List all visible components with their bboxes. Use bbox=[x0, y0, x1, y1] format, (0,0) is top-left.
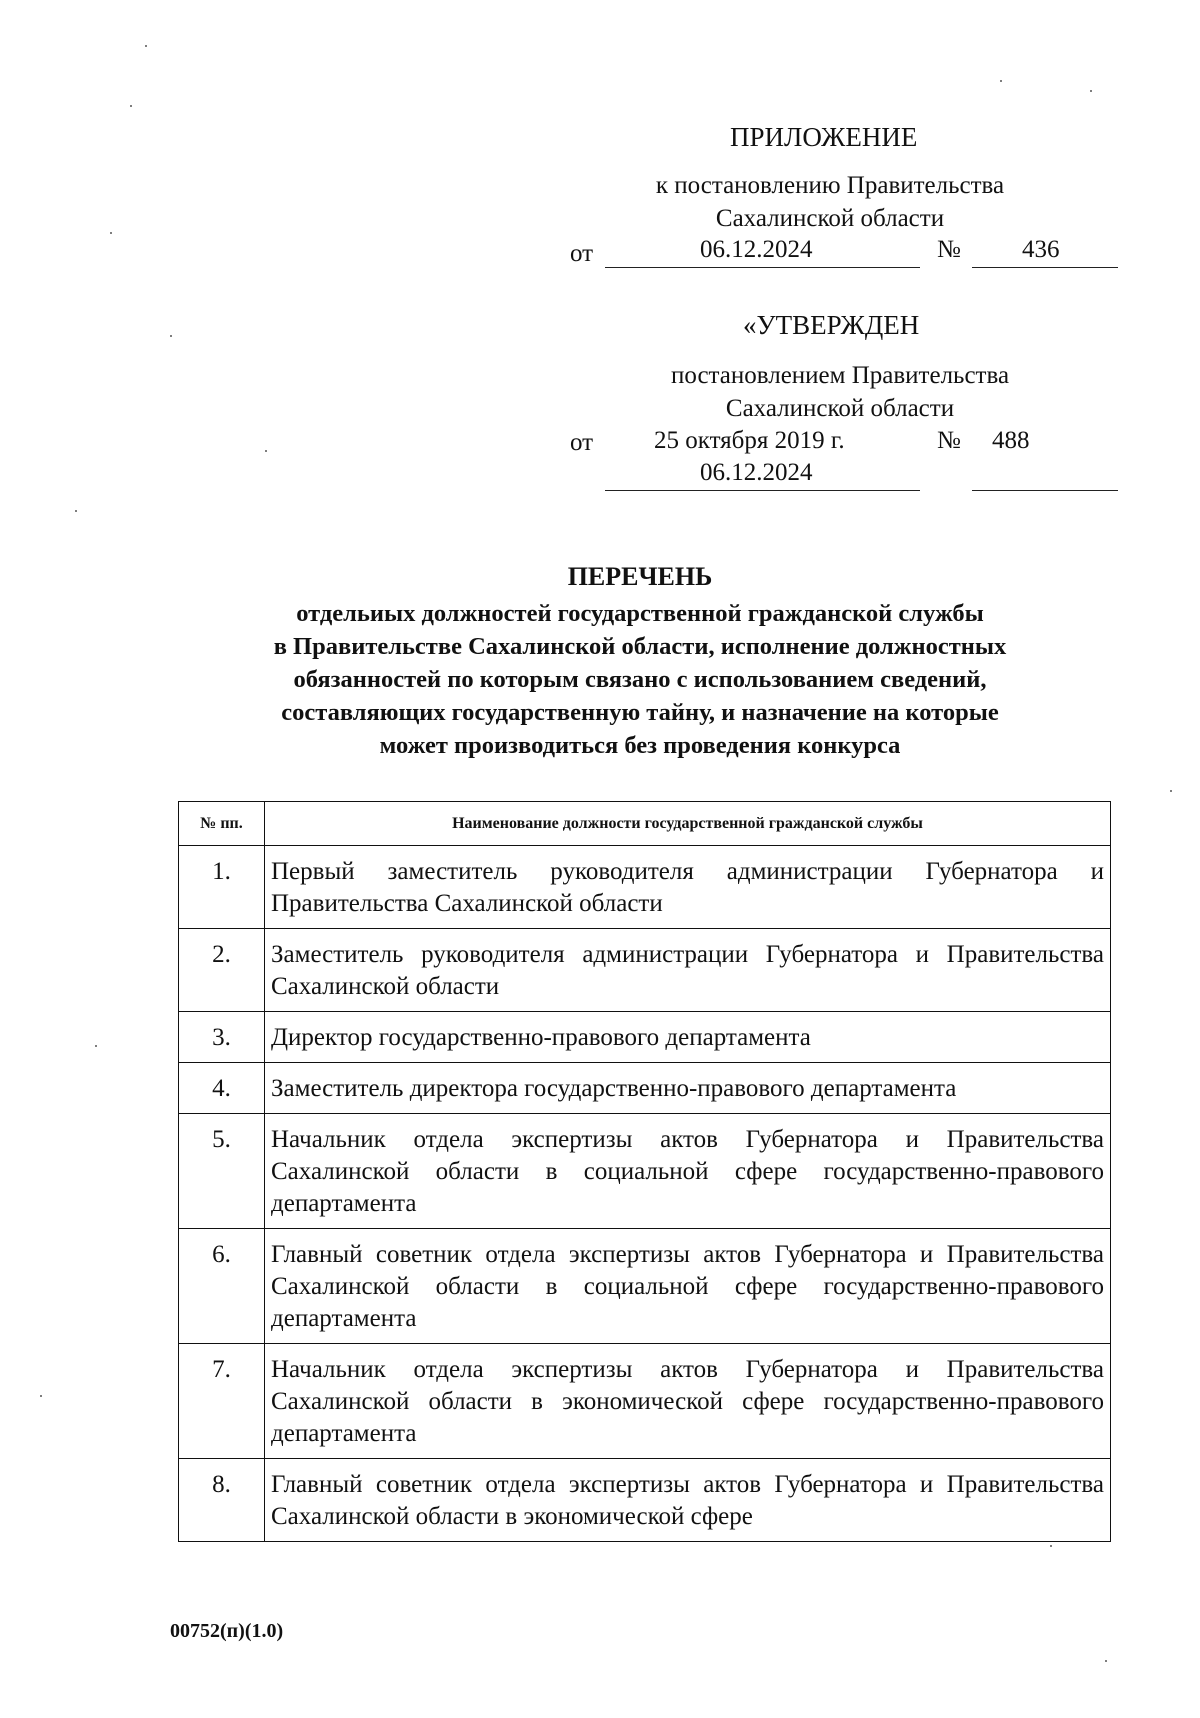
table-row bbox=[179, 1459, 1111, 1542]
table-row bbox=[179, 1344, 1111, 1459]
row-num: 8. bbox=[179, 1459, 265, 1542]
appendix-number-sign: № bbox=[937, 236, 961, 263]
table-header-row bbox=[179, 802, 1111, 846]
row-num: 6. bbox=[179, 1229, 265, 1344]
appendix-title: ПРИЛОЖЕНИЕ bbox=[730, 122, 918, 152]
row-name: Заместитель директора государственно-правового департамента bbox=[265, 1063, 1111, 1114]
appendix-from-label: от bbox=[570, 240, 594, 267]
row-num: 1. bbox=[179, 846, 265, 929]
scan-speck bbox=[130, 105, 132, 107]
appendix-date: 06.12.2024 bbox=[700, 236, 813, 263]
row-name: Начальник отдела экспертизы актов Губернатора и Правительства Сахалинской области в социальной сфере государственно-правового департамента bbox=[265, 1114, 1111, 1229]
scan-speck bbox=[170, 335, 172, 337]
document-heading: ПЕРЕЧЕНЬ bbox=[567, 562, 713, 591]
document-title bbox=[180, 560, 1100, 762]
col-header-num: № пп. bbox=[179, 802, 265, 846]
scan-speck bbox=[265, 450, 267, 452]
row-name: Главный советник отдела экспертизы актов Губернатора и Правительства Сахалинской области в социальной сфере государственно-правового департамента bbox=[265, 1229, 1111, 1344]
approved-region: Сахалинской области bbox=[725, 395, 955, 422]
scan-speck bbox=[75, 510, 77, 512]
approved-by-resolution: постановлением Правительства bbox=[670, 362, 1010, 389]
scan-speck bbox=[1170, 790, 1172, 792]
table-row bbox=[179, 1012, 1111, 1063]
row-num: 7. bbox=[179, 1344, 265, 1459]
row-name: Первый заместитель руководителя администрации Губернатора и Правительства Сахалинской области bbox=[265, 846, 1111, 929]
table-row bbox=[179, 929, 1111, 1012]
approved-number-sign: № bbox=[937, 427, 961, 454]
subtitle-line: в Правительстве Сахалинской области, исполнение должностных bbox=[273, 633, 1007, 660]
scan-speck bbox=[40, 1395, 42, 1397]
subtitle-line: отдельиых должностей государственной гражданской службы bbox=[296, 600, 984, 627]
scan-speck bbox=[1050, 1545, 1052, 1547]
row-name: Главный советник отдела экспертизы актов Губернатора и Правительства Сахалинской области в экономической сфере bbox=[265, 1459, 1111, 1542]
scan-speck bbox=[145, 45, 147, 47]
table-row bbox=[179, 1114, 1111, 1229]
row-num: 5. bbox=[179, 1114, 265, 1229]
approved-date-original: 25 октября 2019 г. bbox=[654, 427, 845, 454]
row-num: 2. bbox=[179, 929, 265, 1012]
appendix-number-underline bbox=[972, 267, 1118, 268]
approved-number-underline bbox=[972, 490, 1118, 491]
appendix-to-resolution: к постановлению Правительства bbox=[655, 172, 1005, 199]
subtitle-line: обязанностей по которым связано с использованием сведений, bbox=[293, 666, 987, 693]
table-row bbox=[179, 1063, 1111, 1114]
appendix-region: Сахалинской области bbox=[715, 205, 945, 232]
scan-speck bbox=[1090, 90, 1092, 92]
approved-date-underline bbox=[605, 490, 920, 491]
document-code: 00752(п)(1.0) bbox=[170, 1620, 284, 1642]
row-name: Заместитель руководителя администрации Губернатора и Правительства Сахалинской области bbox=[265, 929, 1111, 1012]
scan-speck bbox=[95, 1045, 97, 1047]
approved-date-amended: 06.12.2024 bbox=[700, 459, 813, 486]
scan-speck bbox=[1105, 1660, 1107, 1662]
approved-number: 488 bbox=[992, 427, 1030, 454]
row-num: 3. bbox=[179, 1012, 265, 1063]
row-name: Начальник отдела экспертизы актов Губернатора и Правительства Сахалинской области в экономической сфере государственно-правового департамента bbox=[265, 1344, 1111, 1459]
appendix-date-underline bbox=[605, 267, 920, 268]
scan-speck bbox=[110, 232, 112, 234]
subtitle-line: может производиться без проведения конкурса bbox=[379, 732, 901, 759]
table-row bbox=[179, 1229, 1111, 1344]
subtitle-line: составляющих государственную тайну, и назначение на которые bbox=[281, 699, 999, 726]
positions-table bbox=[178, 801, 1111, 1542]
appendix-number: 436 bbox=[1022, 236, 1060, 263]
row-num: 4. bbox=[179, 1063, 265, 1114]
table-row bbox=[179, 846, 1111, 929]
col-header-name: Наименование должности государственной гражданской службы bbox=[265, 802, 1111, 846]
approved-from-label: от bbox=[570, 429, 594, 456]
approved-title: «УТВЕРЖДЕН bbox=[743, 310, 920, 340]
scan-speck bbox=[1000, 80, 1002, 82]
row-name: Директор государственно-правового департамента bbox=[265, 1012, 1111, 1063]
